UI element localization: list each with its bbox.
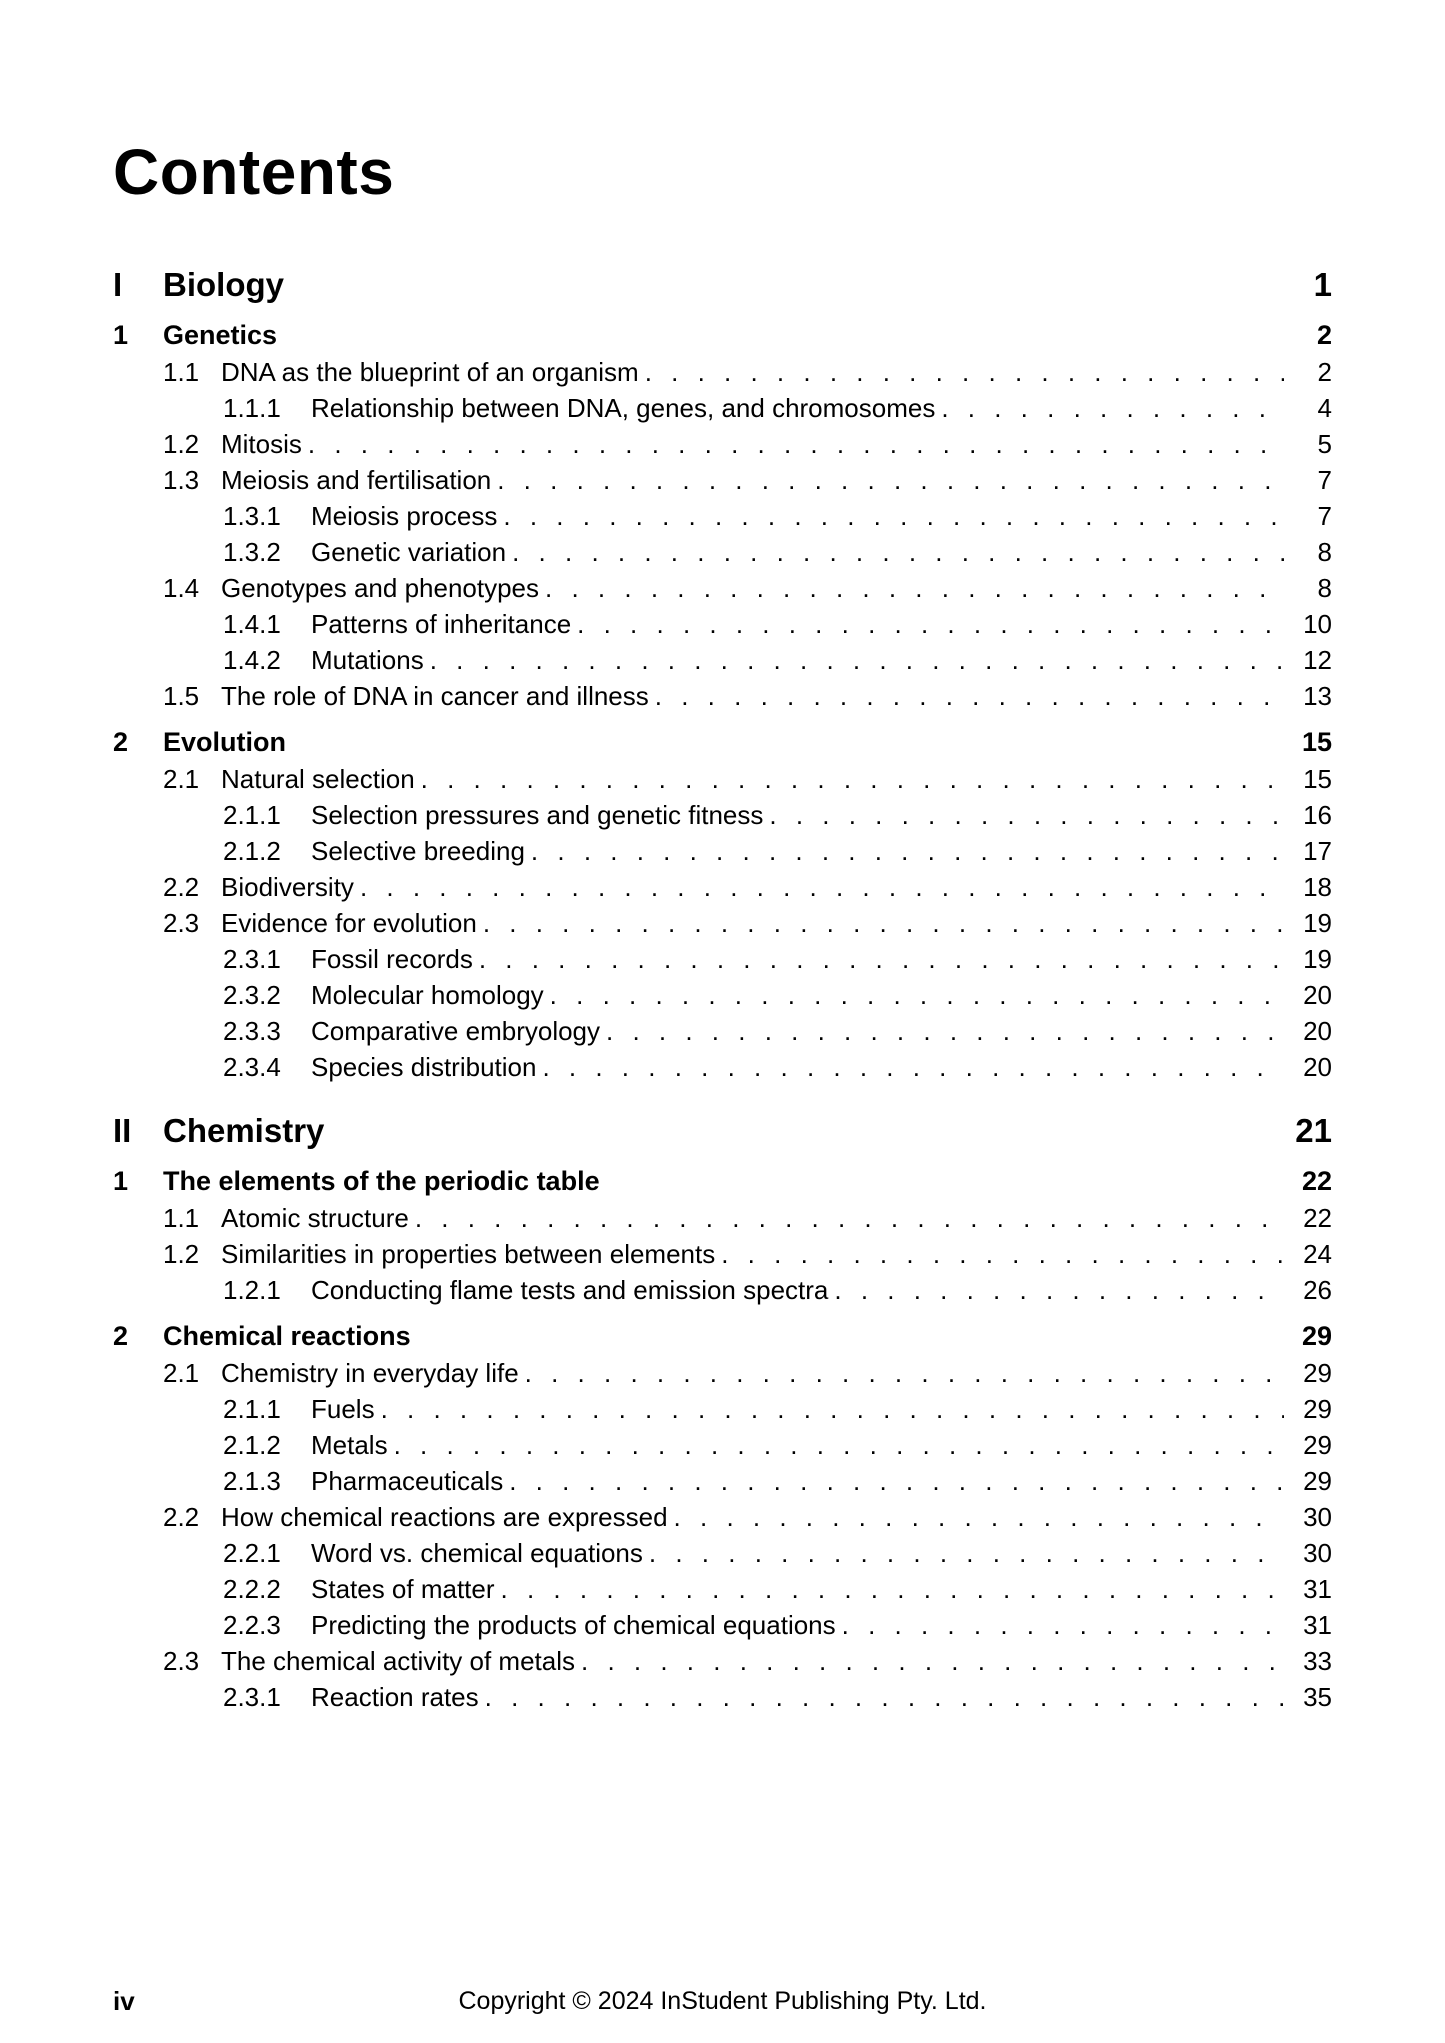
toc-entry-page: 2 xyxy=(1317,357,1332,388)
toc-entry-number: 2.2.3 xyxy=(223,1610,281,1641)
toc-entry-page: 4 xyxy=(1317,393,1332,424)
toc-entry-number: 2.2.1 xyxy=(223,1538,281,1569)
toc-entry-title: Word vs. chemical equations xyxy=(311,1538,643,1569)
toc-entry-page: 8 xyxy=(1317,573,1332,604)
toc-entry-number: 2.3.1 xyxy=(223,1682,281,1713)
toc-entry-section xyxy=(113,354,1332,390)
toc-entry-number: 1.2.1 xyxy=(223,1275,281,1306)
toc-entry-subsection xyxy=(113,1607,1332,1643)
toc-entry-page: 7 xyxy=(1317,501,1332,532)
dot-leader xyxy=(525,1355,1284,1391)
toc-entry-number: 1.1.1 xyxy=(223,393,281,424)
toc-entry-page: 8 xyxy=(1317,537,1332,568)
toc-entry-title: Evolution xyxy=(163,727,286,758)
toc-entry-title: Meiosis process xyxy=(311,501,498,532)
toc-entry-number: 1.1 xyxy=(163,1203,200,1234)
toc-entry-page: 19 xyxy=(1303,908,1332,939)
toc-entry-chapter xyxy=(113,1162,1332,1200)
toc-entry-section xyxy=(113,1643,1332,1679)
toc-entry-section xyxy=(113,462,1332,498)
toc-entry-number: 1.2 xyxy=(163,1239,200,1270)
toc-entry-title: Biodiversity xyxy=(221,872,354,903)
toc-entry-subsection xyxy=(113,1571,1332,1607)
toc-entry-title: Reaction rates xyxy=(311,1682,479,1713)
page-footer xyxy=(113,1986,1332,2016)
toc-entry-number: 2.3.2 xyxy=(223,980,281,1011)
toc-entry-page: 31 xyxy=(1303,1610,1332,1641)
toc-entry-number: 2 xyxy=(113,727,129,758)
toc-entry-page: 29 xyxy=(1303,1358,1332,1389)
toc-entry-chapter xyxy=(113,723,1332,761)
toc-entry-number: 1 xyxy=(113,320,129,351)
dot-leader xyxy=(483,905,1284,941)
dot-leader xyxy=(645,354,1284,390)
toc-entry-number: 2.1.2 xyxy=(223,836,281,867)
toc-entry-number: 2.1 xyxy=(163,764,200,795)
dot-leader xyxy=(769,797,1284,833)
toc-entry-part xyxy=(113,263,1332,307)
toc-entry-number: 1.2 xyxy=(163,429,200,460)
toc-entry-number: 2.3 xyxy=(163,908,200,939)
toc-entry-section xyxy=(113,869,1332,905)
toc-entry-subsection xyxy=(113,797,1332,833)
dot-leader xyxy=(674,1499,1284,1535)
toc-entry-number: 1.3.1 xyxy=(223,501,281,532)
toc-entry-number: 2.1.1 xyxy=(223,800,281,831)
toc-entry-number: 2.1.1 xyxy=(223,1394,281,1425)
dot-leader xyxy=(394,1427,1284,1463)
dot-leader xyxy=(545,570,1284,606)
toc-entry-section xyxy=(113,570,1332,606)
toc-entry-page: 17 xyxy=(1303,836,1332,867)
toc-entry-title: Patterns of inheritance xyxy=(311,609,572,640)
toc-entry-title: Molecular homology xyxy=(311,980,544,1011)
toc-entry-title: Similarities in properties between elements xyxy=(221,1239,716,1270)
toc-entry-page: 30 xyxy=(1303,1538,1332,1569)
dot-leader xyxy=(421,761,1284,797)
toc-entry-section xyxy=(113,905,1332,941)
toc-entry-subsection xyxy=(113,977,1332,1013)
dot-leader xyxy=(430,642,1284,678)
toc-entry-title: Mitosis xyxy=(221,429,302,460)
toc-entry-page: 31 xyxy=(1303,1574,1332,1605)
toc-entry-section xyxy=(113,1355,1332,1391)
toc-entry-page: 13 xyxy=(1303,681,1332,712)
dot-leader xyxy=(485,1679,1284,1715)
toc-entry-page: 1 xyxy=(1313,266,1332,304)
dot-leader xyxy=(649,1535,1284,1571)
toc-entry-number: 1.5 xyxy=(163,681,200,712)
toc-entry-section xyxy=(113,426,1332,462)
toc-entry-title: Natural selection xyxy=(221,764,415,795)
toc-entry-page: 2 xyxy=(1316,320,1332,351)
toc-entry-title: Metals xyxy=(311,1430,388,1461)
dot-leader xyxy=(531,833,1284,869)
toc-entry-title: Chemistry in everyday life xyxy=(221,1358,519,1389)
toc-entry-section xyxy=(113,1499,1332,1535)
toc-entry-page: 16 xyxy=(1303,800,1332,831)
toc-entry-subsection xyxy=(113,1427,1332,1463)
toc-entry-section xyxy=(113,761,1332,797)
toc-entry-title: Mutations xyxy=(311,645,424,676)
toc-entry-number: 2.1 xyxy=(163,1358,200,1389)
toc-entry-number: 1.4 xyxy=(163,573,200,604)
toc-entry-title: Genetic variation xyxy=(311,537,507,568)
toc-entry-title: Species distribution xyxy=(311,1052,537,1083)
toc-entry-title: Pharmaceuticals xyxy=(311,1466,504,1497)
toc-entry-subsection xyxy=(113,941,1332,977)
toc-entry-number: 2.1.3 xyxy=(223,1466,281,1497)
toc-entry-number: 2.3 xyxy=(163,1646,200,1677)
toc-entry-title: Fuels xyxy=(311,1394,375,1425)
toc-entry-page: 22 xyxy=(1301,1166,1332,1197)
toc-entry-page: 10 xyxy=(1303,609,1332,640)
dot-leader xyxy=(479,941,1284,977)
toc-entry-title: Selection pressures and genetic fitness xyxy=(311,800,764,831)
toc-entry-page: 24 xyxy=(1303,1239,1332,1270)
toc-entry-title: Selective breeding xyxy=(311,836,525,867)
toc-entry-subsection xyxy=(113,498,1332,534)
toc-entry-subsection xyxy=(113,1463,1332,1499)
toc-entry-title: Chemistry xyxy=(163,1112,325,1150)
toc-entry-subsection xyxy=(113,1049,1332,1085)
dot-leader xyxy=(655,678,1284,714)
dot-leader xyxy=(381,1391,1284,1427)
dot-leader xyxy=(501,1571,1284,1607)
toc-entry-page: 22 xyxy=(1303,1203,1332,1234)
toc-entry-title: States of matter xyxy=(311,1574,495,1605)
toc-entry-title: The elements of the periodic table xyxy=(163,1166,600,1197)
toc-entry-title: Genotypes and phenotypes xyxy=(221,573,540,604)
dot-leader xyxy=(360,869,1284,905)
toc-entry-page: 20 xyxy=(1303,980,1332,1011)
dot-leader xyxy=(497,462,1284,498)
toc-entry-number: 1.3.2 xyxy=(223,537,281,568)
toc-entry-number: 2.2 xyxy=(163,1502,200,1533)
dot-leader xyxy=(542,1049,1284,1085)
toc-entry-page: 29 xyxy=(1303,1430,1332,1461)
toc-entry-subsection xyxy=(113,390,1332,426)
toc-entry-page: 19 xyxy=(1303,944,1332,975)
dot-leader xyxy=(834,1272,1284,1308)
toc-entry-title: Meiosis and fertilisation xyxy=(221,465,492,496)
toc-entry-number: 1.1 xyxy=(163,357,200,388)
toc-entry-subsection xyxy=(113,1535,1332,1571)
toc-entry-number: 2.1.2 xyxy=(223,1430,281,1461)
toc-entry-title: The chemical activity of metals xyxy=(221,1646,576,1677)
toc-entry-title: Evidence for evolution xyxy=(221,908,477,939)
dot-leader xyxy=(503,498,1284,534)
toc-entry-number: 2.2 xyxy=(163,872,200,903)
page-title: Contents xyxy=(113,136,395,208)
toc-entry-page: 15 xyxy=(1301,727,1332,758)
toc-entry-number: 1.4.1 xyxy=(223,609,281,640)
toc-entry-subsection xyxy=(113,1272,1332,1308)
toc-entry-number: 2.3.3 xyxy=(223,1016,281,1047)
toc-entry-number: 2.3.1 xyxy=(223,944,281,975)
toc-entry-page: 21 xyxy=(1295,1112,1332,1150)
toc-entry-page: 30 xyxy=(1303,1502,1332,1533)
toc-entry-title: Fossil records xyxy=(311,944,473,975)
toc-entry-number: 2.2.2 xyxy=(223,1574,281,1605)
dot-leader xyxy=(509,1463,1284,1499)
toc-entry-section xyxy=(113,1200,1332,1236)
toc-entry-page: 7 xyxy=(1317,465,1332,496)
toc-entry-page: 12 xyxy=(1303,645,1332,676)
toc-entry-title: Conducting flame tests and emission spectra xyxy=(311,1275,829,1306)
toc-entry-title: The role of DNA in cancer and illness xyxy=(221,681,649,712)
toc-entry-number: 1 xyxy=(113,1166,129,1197)
toc-entry-chapter xyxy=(113,1317,1332,1355)
toc-entry-subsection xyxy=(113,1391,1332,1427)
toc-entry-title: DNA as the blueprint of an organism xyxy=(221,357,639,388)
toc-entry-title: Biology xyxy=(163,266,284,304)
toc-entry-title: How chemical reactions are expressed xyxy=(221,1502,668,1533)
toc-entry-title: Predicting the products of chemical equations xyxy=(311,1610,836,1641)
toc-entry-chapter xyxy=(113,316,1332,354)
toc-entry-page: 20 xyxy=(1303,1016,1332,1047)
dot-leader xyxy=(512,534,1284,570)
footer-page-number: iv xyxy=(113,1986,135,2016)
footer-copyright: Copyright © 2024 InStudent Publishing Pty. Ltd. xyxy=(458,1987,987,2015)
toc-entry-title: Comparative embryology xyxy=(311,1016,601,1047)
dot-leader xyxy=(941,390,1284,426)
toc-entry-page: 18 xyxy=(1303,872,1332,903)
toc-entry-part xyxy=(113,1109,1332,1153)
toc-entry-section xyxy=(113,678,1332,714)
toc-entry-page: 29 xyxy=(1303,1466,1332,1497)
toc-entry-subsection xyxy=(113,534,1332,570)
toc-entry-title: Relationship between DNA, genes, and chromosomes xyxy=(311,393,936,424)
toc-entry-title: Chemical reactions xyxy=(163,1321,411,1352)
toc-entry-number: 1.4.2 xyxy=(223,645,281,676)
toc-entry-section xyxy=(113,1236,1332,1272)
toc-entry-page: 15 xyxy=(1303,764,1332,795)
dot-leader xyxy=(606,1013,1284,1049)
toc-entry-page: 26 xyxy=(1303,1275,1332,1306)
toc-entry-number: 1.3 xyxy=(163,465,200,496)
toc-entry-page: 33 xyxy=(1303,1646,1332,1677)
toc-entry-subsection xyxy=(113,833,1332,869)
toc-entry-page: 5 xyxy=(1317,429,1332,460)
dot-leader xyxy=(842,1607,1284,1643)
dot-leader xyxy=(577,606,1284,642)
toc-list xyxy=(113,263,1332,1715)
toc-entry-page: 29 xyxy=(1303,1394,1332,1425)
dot-leader xyxy=(550,977,1284,1013)
toc-entry-number: 2.3.4 xyxy=(223,1052,281,1083)
toc-entry-title: Genetics xyxy=(163,320,278,351)
dot-leader xyxy=(581,1643,1284,1679)
toc-entry-subsection xyxy=(113,1679,1332,1715)
dot-leader xyxy=(415,1200,1284,1236)
toc-entry-number: 2 xyxy=(113,1321,129,1352)
toc-entry-page: 35 xyxy=(1303,1682,1332,1713)
toc-entry-number: II xyxy=(113,1112,132,1150)
toc-entry-page: 20 xyxy=(1303,1052,1332,1083)
dot-leader xyxy=(721,1236,1284,1272)
toc-entry-title: Atomic structure xyxy=(221,1203,409,1234)
toc-entry-number: I xyxy=(113,266,123,304)
toc-entry-subsection xyxy=(113,606,1332,642)
dot-leader xyxy=(308,426,1284,462)
toc-entry-subsection xyxy=(113,1013,1332,1049)
toc-entry-subsection xyxy=(113,642,1332,678)
toc-entry-page: 29 xyxy=(1301,1321,1332,1352)
